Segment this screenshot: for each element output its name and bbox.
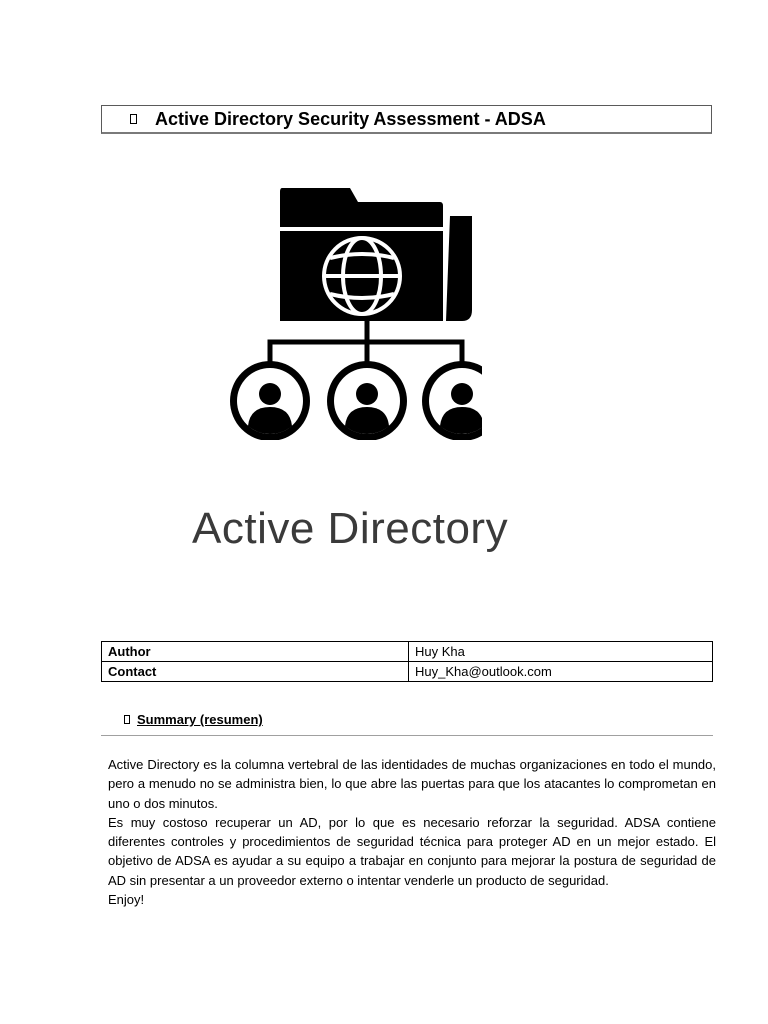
logo-caption: Active Directory — [192, 504, 509, 553]
paragraph: Active Directory es la columna vertebral de las identidades de muchas organizaciones en todo el mundo, pero a menudo no se administra bien, lo que abre las puertas para que los atacantes lo comprometan en uno o dos minutos. — [108, 757, 716, 811]
summary-heading-label: Summary (resumen) — [137, 712, 263, 727]
table-row — [102, 642, 713, 662]
title-box — [101, 105, 712, 134]
paragraph: Enjoy! — [108, 892, 145, 908]
user-icons — [230, 361, 482, 440]
table-key: Author — [102, 642, 409, 662]
document-title: Active Directory Security Assessment - ADSA — [155, 109, 546, 129]
table-key: Contact — [102, 662, 409, 682]
title-bullet-icon — [130, 114, 137, 124]
table-value[interactable]: Huy_Kha@outlook.com — [409, 662, 713, 682]
summary-heading — [124, 712, 263, 727]
table-value: Huy Kha — [409, 642, 713, 662]
summary-body — [108, 755, 716, 909]
paragraph: Es muy costoso recuperar un AD, por lo que es necesario reforzar la seguridad. ADSA contiene diferentes controles y procedimientos de seguridad técnica para proteger AD en un mejor estado. El objetivo de ADSA es ayudar a su equipo a trabajar en conjunto para mejorar la postura de seguridad de AD sin presentar a un proveedor externo o intentar venderle un producto de seguridad. — [108, 814, 716, 888]
table-row — [102, 662, 713, 682]
info-table — [101, 641, 713, 682]
summary-bullet-icon — [124, 715, 130, 724]
section-divider — [101, 735, 713, 736]
active-directory-folder-network-icon — [222, 180, 482, 440]
